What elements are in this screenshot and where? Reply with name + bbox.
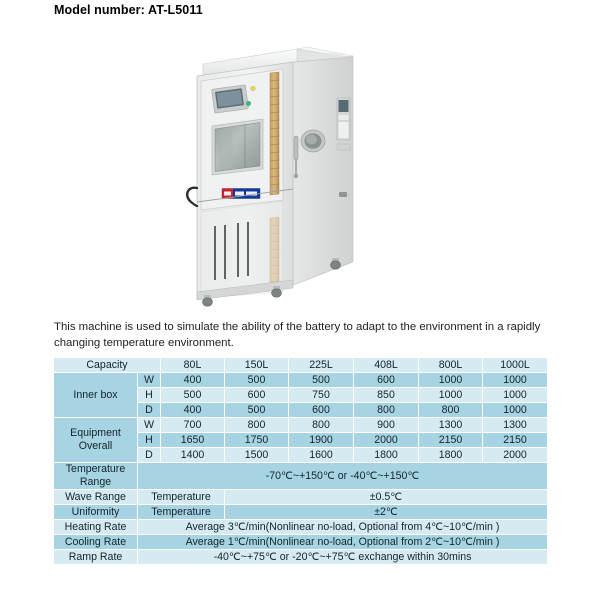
dimension-axis-W: W <box>138 373 161 388</box>
table-row <box>54 520 548 535</box>
spec-value: 500 <box>225 403 289 418</box>
spec-value: 400 <box>161 373 225 388</box>
table-row <box>54 373 548 388</box>
spec-row-sublabel: Temperature <box>138 505 225 520</box>
table-row <box>54 418 548 433</box>
spec-row-label: Ramp Rate <box>54 550 138 565</box>
spec-value: 1600 <box>289 448 354 463</box>
dimension-axis-W: W <box>138 418 161 433</box>
spec-row-value: -40℃~+75℃ or -20℃~+75℃ exchange within 30mins <box>138 550 548 565</box>
header-capacity-800L: 800L <box>419 358 483 373</box>
description-paragraph: This machine is used to simulate the ability of the battery to adapt to the environment in a rapidly changing temperature environment. <box>54 321 541 349</box>
spec-value: 1800 <box>354 448 419 463</box>
wood-grain-strip <box>270 72 279 195</box>
header-capacity-80L: 80L <box>161 358 225 373</box>
dimension-axis-D: D <box>138 403 161 418</box>
table-row <box>54 490 548 505</box>
spec-value: 2000 <box>483 448 548 463</box>
circular-port <box>301 130 325 152</box>
spec-row-label: Cooling Rate <box>54 535 138 550</box>
spec-value: 900 <box>354 418 419 433</box>
table-row <box>54 550 548 565</box>
product-image <box>185 40 400 310</box>
spec-value: 1900 <box>289 433 354 448</box>
row-group-label: Inner box <box>54 373 138 418</box>
spec-value: 1000 <box>483 373 548 388</box>
spec-value: 1500 <box>225 448 289 463</box>
power-cable <box>187 188 197 206</box>
spec-value: 700 <box>161 418 225 433</box>
spec-value: 800 <box>354 403 419 418</box>
environmental-test-chamber-illustration <box>185 40 400 310</box>
spec-value: 800 <box>419 403 483 418</box>
spec-row-label: Wave Range <box>54 490 138 505</box>
spec-row-value: Average 3℃/min(Nonlinear no-load, Optional from 4℃~10℃/min ) <box>138 520 548 535</box>
spec-value: 1800 <box>419 448 483 463</box>
spec-value: 1000 <box>483 388 548 403</box>
spec-value: 2150 <box>483 433 548 448</box>
spec-row-label: Uniformity <box>54 505 138 520</box>
spec-value: 1650 <box>161 433 225 448</box>
spec-value: 1300 <box>419 418 483 433</box>
dimension-axis-H: H <box>138 388 161 403</box>
spec-value: 500 <box>225 373 289 388</box>
spec-value: 2000 <box>354 433 419 448</box>
row-group-label: Equipment Overall <box>54 418 138 463</box>
spec-value: 400 <box>161 403 225 418</box>
spec-value: 600 <box>289 403 354 418</box>
spec-row-sublabel: Temperature <box>138 490 225 505</box>
page-title: Model number: AT-L5011 <box>54 3 203 17</box>
table-row <box>54 463 548 490</box>
spec-value: 500 <box>161 388 225 403</box>
spec-value: 800 <box>225 418 289 433</box>
table-row <box>54 535 548 550</box>
spec-row-value: -70℃~+150℃ or -40℃~+150℃ <box>138 463 548 490</box>
spec-row-value: ±2℃ <box>225 505 548 520</box>
header-capacity-408L: 408L <box>354 358 419 373</box>
side-vent <box>339 192 347 197</box>
viewing-window <box>212 119 263 175</box>
chamber-side-panel <box>293 57 353 285</box>
spec-row-value: Average 1℃/min(Nonlinear no-load, Optional from 2℃~10℃/min ) <box>138 535 548 550</box>
spec-value: 600 <box>225 388 289 403</box>
header-capacity-150L: 150L <box>225 358 289 373</box>
header-capacity-label: Capacity <box>54 358 161 373</box>
header-capacity-1000L: 1000L <box>483 358 548 373</box>
dimension-axis-D: D <box>138 448 161 463</box>
dimension-axis-H: H <box>138 433 161 448</box>
spec-value: 750 <box>289 388 354 403</box>
spec-value: 500 <box>289 373 354 388</box>
spec-value: 850 <box>354 388 419 403</box>
header-capacity-225L: 225L <box>289 358 354 373</box>
brand-logo <box>222 189 260 199</box>
table-row-header <box>54 358 548 373</box>
indicator-lamp-yellow <box>251 86 256 91</box>
specification-table-container <box>53 357 547 565</box>
spec-value: 1000 <box>483 403 548 418</box>
specification-table <box>53 357 548 565</box>
spec-value: 1000 <box>419 373 483 388</box>
spec-row-label: Temperature Range <box>54 463 138 490</box>
spec-value: 1000 <box>419 388 483 403</box>
spec-value: 1750 <box>225 433 289 448</box>
table-row <box>54 505 548 520</box>
spec-value: 1300 <box>483 418 548 433</box>
spec-value: 800 <box>289 418 354 433</box>
control-panel-touchscreen <box>212 85 249 113</box>
indicator-lamp-green <box>246 101 251 106</box>
spec-row-label: Heating Rate <box>54 520 138 535</box>
spec-row-value: ±0.5℃ <box>225 490 548 505</box>
spec-value: 600 <box>354 373 419 388</box>
spec-value: 1400 <box>161 448 225 463</box>
spec-value: 2150 <box>419 433 483 448</box>
